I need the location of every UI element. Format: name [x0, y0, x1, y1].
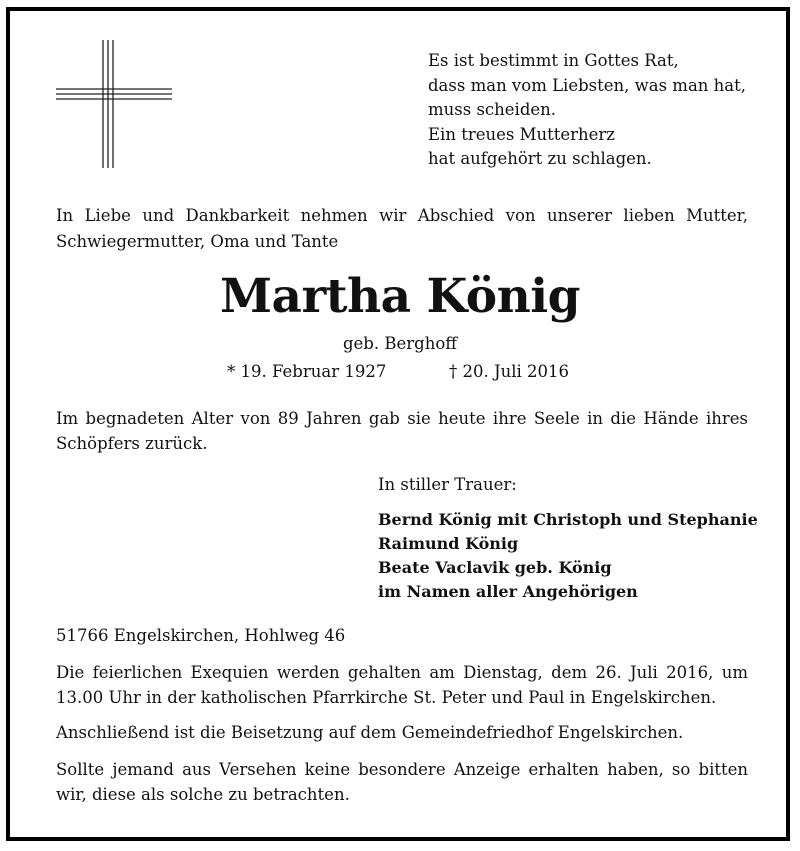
address: 51766 Engelskirchen, Hohlweg 46 [56, 626, 346, 645]
mourners-list [378, 508, 758, 604]
birth-date: * 19. Februar 1927 [227, 362, 387, 381]
poem-line: Ein treues Mutterherz [428, 124, 615, 144]
birth-name: geb. Berghoff [342, 334, 457, 353]
poem-line: hat aufgehört zu schlagen. [428, 149, 652, 168]
burial-text: Anschließend ist die Beisetzung auf dem Gemeindefriedhof Engelskirchen. [56, 723, 684, 742]
mourner-line: im Namen aller Angehörigen [378, 582, 638, 601]
mourner-line: Raimund König [378, 534, 519, 553]
intro-text: In Liebe und Dankbarkeit nehmen wir Abschied von unserer lieben Mutter, Schwiegermutter, Oma und Tante [56, 206, 748, 251]
poem [428, 49, 746, 172]
poem-line: muss scheiden. [428, 100, 557, 119]
passing-text: Im begnadeten Alter von 89 Jahren gab sie heute ihre Seele in die Hände ihres Schöpfers zurück. [56, 409, 748, 453]
cross-icon [56, 40, 172, 168]
mourner-line: Beate Vaclavik geb. König [378, 558, 612, 577]
poem-line: dass man vom Liebsten, was man hat, [428, 75, 746, 95]
mourner-line: Bernd König mit Christoph und Stephanie [378, 510, 758, 529]
deceased-name: Martha König [220, 269, 580, 324]
notice-text: Sollte jemand aus Versehen keine besondere Anzeige erhalten haben, so bitten wir, diese als solche zu betrachten. [56, 760, 748, 804]
poem-line: Es ist bestimmt in Gottes Rat, [428, 51, 679, 70]
service-text: Die feierlichen Exequien werden gehalten am Dienstag, dem 26. Juli 2016, um 13.00 Uhr in der katholischen Pfarrkirche St. Peter und Paul in Engelskirchen. [56, 663, 748, 707]
death-date: † 20. Juli 2016 [449, 362, 570, 381]
mourning-label: In stiller Trauer: [378, 475, 517, 494]
